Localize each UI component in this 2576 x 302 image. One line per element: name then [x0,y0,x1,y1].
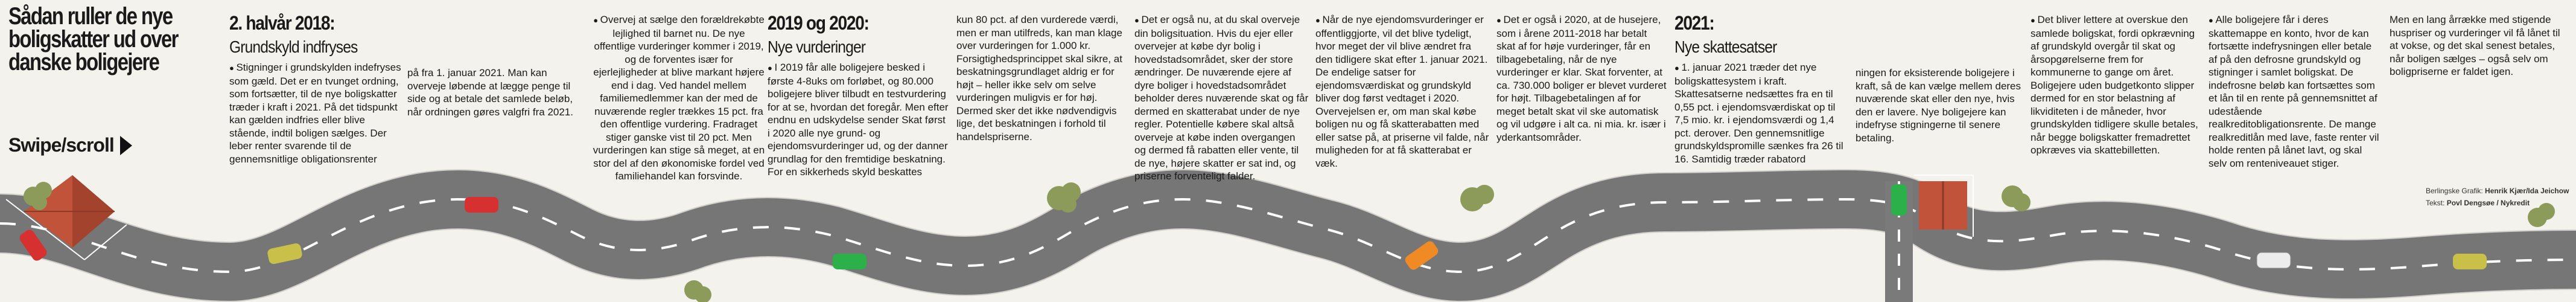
text-column [407,66,579,118]
text-column [2031,13,2206,157]
section-subheading-2021: Nye skattesatser [1674,37,1777,56]
credit-text [2426,198,2530,208]
arrow-right-icon [120,136,132,155]
text-column [1315,13,1490,170]
text-block: ● 1. januar 2021 træder det nye boligskattesystem i kraft. Skattesatserne nedsættes fra en til 0,55 pct. i ejendomsværdiskat op til 7,5 mio. kr. i ejendomsværdi og 1,4 pct. derover. Den gennemsnitlige grundskyldspromille sænkes fra 26 til 16. Samtidig træder rabatord [1674,61,1849,165]
swipe-scroll-prompt[interactable] [8,134,132,156]
text-block: ● Alle boligejere får i deres skattemappe en konto, hvor de kan fortsætte indefrysningen eller betale af på den defrosne grundskyld og stigninger i samlet boligskat. De indefrosne beløb kan fortsættes som et lån til en rente på gennemsnittet af udestående realkreditobligationsrente. De mange realkreditlån med lave, faste renter vil holde renten på lånet lavt, og skal selv om renteniveauet stiger. [2209,13,2380,170]
text-column [2209,13,2380,170]
text-column [1134,13,1309,183]
text-block: ● Stigninger i grundskylden indefryses som gæld. Det er en tvunget ordning, som fortsætter, til de nye boligskatter træder i kraft i 2021. På det tidspunkt kan gælden indfries eller blive stående, indtil boligen sælges. Der leber renter svarende til de gennemsnitlige obligationsrenter [229,61,404,165]
road-edge [0,199,2576,272]
tree-icon [2002,185,2031,211]
text-block: ● Når de nye ejendomsvurderinger er offentliggjorte, vil det blive tydeligt, hvor meget der vil blive ændret fra den tidligere skat efter 1. januar 2021. De endelige satser for ejendomsværdiskat og grundskyld bliver dog først vedtaget i 2020. Overvejelsen er, om man skal købe boligen nu og få skatterabatten med eller satse på, at priserne vil falde, når muligheden for at få skatterabat er væk. [1315,13,1490,170]
car-icon [2257,252,2291,268]
section-subheading-2018: Grundskyld indfryses [229,37,358,56]
text-column [956,13,1131,143]
house-icon [1919,181,1967,230]
car-icon [1891,184,1907,216]
text-column [2390,13,2565,79]
swipe-label: Swipe/scroll [8,134,114,156]
text-block: Men en lang årrække med stigende huspriser og vurderinger vil få lånet til at vokse, og det skal senest betales, når boligen sælges – også selv om boligpriserne er faldet igen. [2390,14,2560,77]
text-block: ● Det er også i 2020, at de husejere, som i årene 2011-2018 har betalt skat af for høje vurderinger, får en tilbagebetaling, når de nye vurderinger er klar. Skat forventer, at ca. 730.000 boliger er blevet vurderet for højt. Tilbagebetalingen af for meget betalt skat vil ske automatisk og vil udgøre i alt ca. ni mia. kr. især i yderkantsområder. [1496,13,1668,144]
section-heading-2021: 2021: [1674,12,1714,34]
text-block: ● Det er også nu, at du skal overveje din boligsituation. Hvis du ejer eller overvejer at købe dyr bolig i hovedstadsområdet, sker der store ændringer. De nuværende ejere af dyre boliger i hovedstadsområdet beholder deres nuværende skat og får dermed en skatterabat under de nye regler. Potentielle købere skal altså overveje at købe inden overgangen og dermed få rabatten eller vente, til de nye, højere skatter er sat ind, og priserne forventeligt falder. [1134,13,1309,183]
section-heading-2018: 2. halvår 2018: [229,12,335,34]
text-block: ningen for eksisterende boligejere i kraft, så de kan vælge mellem deres nuværende skat eller den nye, hvis den er lavere. Nye boligejere kan indefryse stigningerne til senere betaling. [1856,67,2021,144]
car-icon [833,254,867,269]
credit-graphic-label: Berlingske Grafik: [2426,187,2483,195]
text-block: ● I 2019 får alle boligejere besked i første 4-8uks om forløbet, og 80.000 boligejere bliver tilbudt en testvurdering for at se, hvordan det foregår. Men efter endnu en udskydelse sender Skat først i 2020 alle nye grund- og ejendomsvurderinger ud, og der danner grundlag for den fremtidige beskatning. For en sikkerheds skyld beskattes [768,61,949,179]
section-subheading-2019: Nye vurderinger [768,37,866,56]
credit-graphic-names: Henrik Kjær/Ida Jeichow [2485,187,2569,195]
section-2019-2020 [768,13,949,179]
section-2021 [1674,13,1849,165]
car-icon [2453,254,2487,269]
text-block: kun 80 pct. af den vurderede værdi, men er man utilfreds, kan man klage over vurderingen for 1.000 kr. Forsigtighedsprincippet skal sikre, at beskatningsgrundlaget aldrig er for højt – heller ikke selv om selve vurderingen muligvis er for høj. Dermed sker det ikke nødvendigvis lige, det beskatningen i forhold til handelspriserne. [956,14,1122,143]
text-column [1856,66,2031,144]
tree-icon [684,280,711,302]
text-block: ● Overvej at sælge den forældrekøbte lejlighed til barnet nu. De nye offentlige vurderinger kommer i 2019, og de forventes især for ejerlejligheder at blive markant højere end i dag. Ved handel mellem familiemedlemmer kan der med de nuværende regler trækkes 15 pct. fra den offentlige vurdering. Fradraget stiger ganske vist til 20 pct. Men vurderingen kan stige så meget, at en stor del af den økonomiske fordel ved familiehandel kan forsvinde. [591,13,766,183]
credit-text-names: Povl Dengsøe / Nykredit [2446,199,2530,207]
text-block: på fra 1. januar 2021. Man kan overveje løbende at lægge penge til side og at betale det samlede beløb, når ordningen gøres valgfri fra 2021. [407,67,573,118]
tree-icon [2528,203,2555,227]
section-heading-2019: 2019 og 2020: [768,12,869,34]
text-column [591,13,766,183]
section-2018 [229,13,404,165]
credit-text-label: Tekst: [2426,199,2445,207]
tree-icon [1460,185,1494,211]
main-title: Sådan ruller de nye boligskatter ud over danske boligejere [8,3,178,76]
text-block: ● Det bliver lettere at overskue den samlede boligskat, fordi opkrævning af grundskyld overgår til skat og årsopgørelserne frem for kommunerne to gange om året. Boligejere uden budgetkonto slipper dermed for en stor belastning af likviditeten i de måneder, hvor grundskylden tidligere skulle betales, når begge boligskatter fremadrettet opkræves via skattebilletten. [2031,13,2206,157]
credit-graphics [2426,186,2569,196]
car-icon [465,197,498,213]
text-column [1496,13,1668,144]
